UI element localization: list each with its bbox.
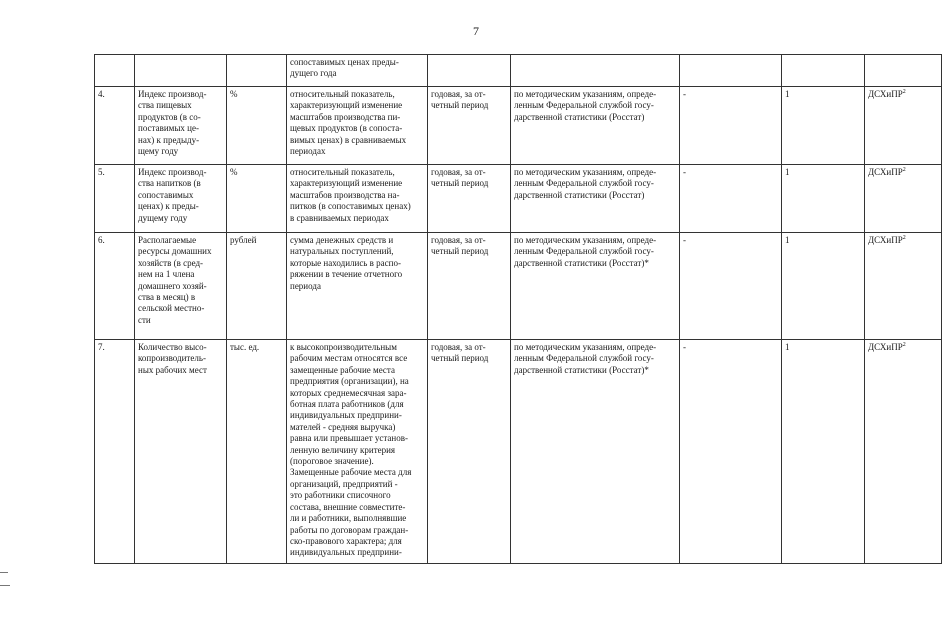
indicator-name-text: Индекс производ- ства напитков (в сопоставимых ценах) к преды- дущему году xyxy=(138,167,207,223)
indicator-name-text: Располагаемые ресурсы домашних хозяйств (в сред- нем на 1 члена домашнего хозяй- ства в месяц) в сельской местно- сти xyxy=(138,235,212,325)
base-value-text: - xyxy=(683,235,686,245)
data-source-code xyxy=(782,87,865,165)
unit-of-measure xyxy=(227,87,287,165)
table-row xyxy=(95,165,942,233)
calculation-method xyxy=(511,55,680,87)
reporting-period-text: годовая, за от- четный период xyxy=(431,342,489,364)
page-number: 7 xyxy=(473,24,479,38)
table-row xyxy=(95,340,942,564)
reporting-period-text: годовая, за от- четный период xyxy=(431,235,489,257)
responsible-department xyxy=(865,87,942,165)
responsible-department-text: ДСХиПР xyxy=(868,89,903,99)
footnote-marker: 2 xyxy=(902,89,906,95)
row-number-text: 5. xyxy=(98,167,105,177)
reporting-period xyxy=(428,87,511,165)
base-value xyxy=(680,165,782,233)
reporting-period xyxy=(428,165,511,233)
responsible-department xyxy=(865,165,942,233)
indicators-table xyxy=(94,54,942,564)
base-value-text: - xyxy=(683,89,686,99)
indicator-definition xyxy=(287,55,428,87)
calculation-method-text: по методическим указаниям, опреде- ленным Федеральной службой госу- дарственной статистики (Росстат)* xyxy=(514,342,657,375)
calculation-method-text: по методическим указаниям, опреде- ленным Федеральной службой госу- дарственной статистики (Росстат) xyxy=(514,89,657,122)
indicator-definition xyxy=(287,165,428,233)
indicator-definition xyxy=(287,340,428,564)
row-number-text: 6. xyxy=(98,235,105,245)
base-value xyxy=(680,340,782,564)
indicator-name xyxy=(135,87,227,165)
row-number xyxy=(95,340,135,564)
data-source-code-text: 1 xyxy=(785,235,790,245)
row-number-text: 4. xyxy=(98,89,105,99)
base-value xyxy=(680,55,782,87)
indicator-definition-text: к высокопроизводительным рабочим местам относятся все замещенные рабочие места предприятия (организации), на которых среднемесячная зара- ботная плата работников (для индивидуальных предприни- мателей - средняя выручка) равна или превышает установ- ленную величину критерия (пороговое значение). Замещенные рабочие места для организаций, предприятий - это работники списочного состава, внешние совместите- ли и работники, выполнявшие работы по договорам граждан- ско-правового характера; для индивидуальных предприни- xyxy=(290,342,412,558)
indicator-name xyxy=(135,233,227,340)
reporting-period xyxy=(428,55,511,87)
unit-of-measure xyxy=(227,233,287,340)
unit-of-measure xyxy=(227,55,287,87)
base-value-text: - xyxy=(683,167,686,177)
unit-of-measure-text: тыс. ед. xyxy=(230,342,260,352)
data-source-code-text: 1 xyxy=(785,167,790,177)
calculation-method xyxy=(511,87,680,165)
unit-of-measure-text: рублей xyxy=(230,235,257,245)
calculation-method xyxy=(511,165,680,233)
row-number xyxy=(95,165,135,233)
indicator-name xyxy=(135,165,227,233)
unit-of-measure xyxy=(227,340,287,564)
responsible-department xyxy=(865,340,942,564)
footnote-marker: 2 xyxy=(902,167,906,173)
indicator-definition xyxy=(287,233,428,340)
data-source-code xyxy=(782,340,865,564)
unit-of-measure xyxy=(227,165,287,233)
indicator-definition xyxy=(287,87,428,165)
calculation-method xyxy=(511,340,680,564)
data-source-code-text: 1 xyxy=(785,89,790,99)
data-source-code xyxy=(782,55,865,87)
row-number-text: 7. xyxy=(98,342,105,352)
responsible-department xyxy=(865,233,942,340)
reporting-period-text: годовая, за от- четный период xyxy=(431,167,489,189)
reporting-period xyxy=(428,233,511,340)
indicator-name xyxy=(135,55,227,87)
responsible-department-text: ДСХиПР xyxy=(868,235,903,245)
margin-mark xyxy=(0,585,10,586)
indicator-definition-text: сопоставимых ценах преды- дущего года xyxy=(290,57,399,79)
indicator-definition-text: сумма денежных средств и натуральных поступлений, которые находились в распо- ряжении в течение отчетного периода xyxy=(290,235,403,291)
margin-mark xyxy=(0,572,8,573)
data-source-code xyxy=(782,233,865,340)
indicator-name xyxy=(135,340,227,564)
table-row xyxy=(95,55,942,87)
base-value xyxy=(680,233,782,340)
indicator-name-text: Количество высо- копроизводитель- ных рабочих мест xyxy=(138,342,207,375)
responsible-department-text: ДСХиПР xyxy=(868,167,903,177)
data-source-code-text: 1 xyxy=(785,342,790,352)
footnote-marker: 2 xyxy=(902,342,906,348)
unit-of-measure-text: % xyxy=(230,89,238,99)
row-number xyxy=(95,55,135,87)
reporting-period xyxy=(428,340,511,564)
row-number xyxy=(95,233,135,340)
indicator-definition-text: относительный показатель, характеризующий изменение масштабов производства пи- щевых продуктов (в сопоста- вимых ценах) в сравниваемых периодах xyxy=(290,89,407,157)
data-source-code xyxy=(782,165,865,233)
unit-of-measure-text: % xyxy=(230,167,238,177)
indicator-name-text: Индекс производ- ства пищевых продуктов (в со- поставимых це- нах) к предыду- щему году xyxy=(138,89,207,157)
responsible-department-text: ДСХиПР xyxy=(868,342,903,352)
footnote-marker: 2 xyxy=(902,235,906,241)
calculation-method xyxy=(511,233,680,340)
base-value xyxy=(680,87,782,165)
table-row xyxy=(95,87,942,165)
calculation-method-text: по методическим указаниям, опреде- ленным Федеральной службой госу- дарственной статистики (Росстат)* xyxy=(514,235,657,268)
table-row xyxy=(95,233,942,340)
calculation-method-text: по методическим указаниям, опреде- ленным Федеральной службой госу- дарственной статистики (Росстат) xyxy=(514,167,657,200)
base-value-text: - xyxy=(683,342,686,352)
responsible-department xyxy=(865,55,942,87)
row-number xyxy=(95,87,135,165)
indicator-definition-text: относительный показатель, характеризующий изменение масштабов производства на- питков (в сопоставимых ценах) в сравниваемых периодах xyxy=(290,167,411,223)
reporting-period-text: годовая, за от- четный период xyxy=(431,89,489,111)
